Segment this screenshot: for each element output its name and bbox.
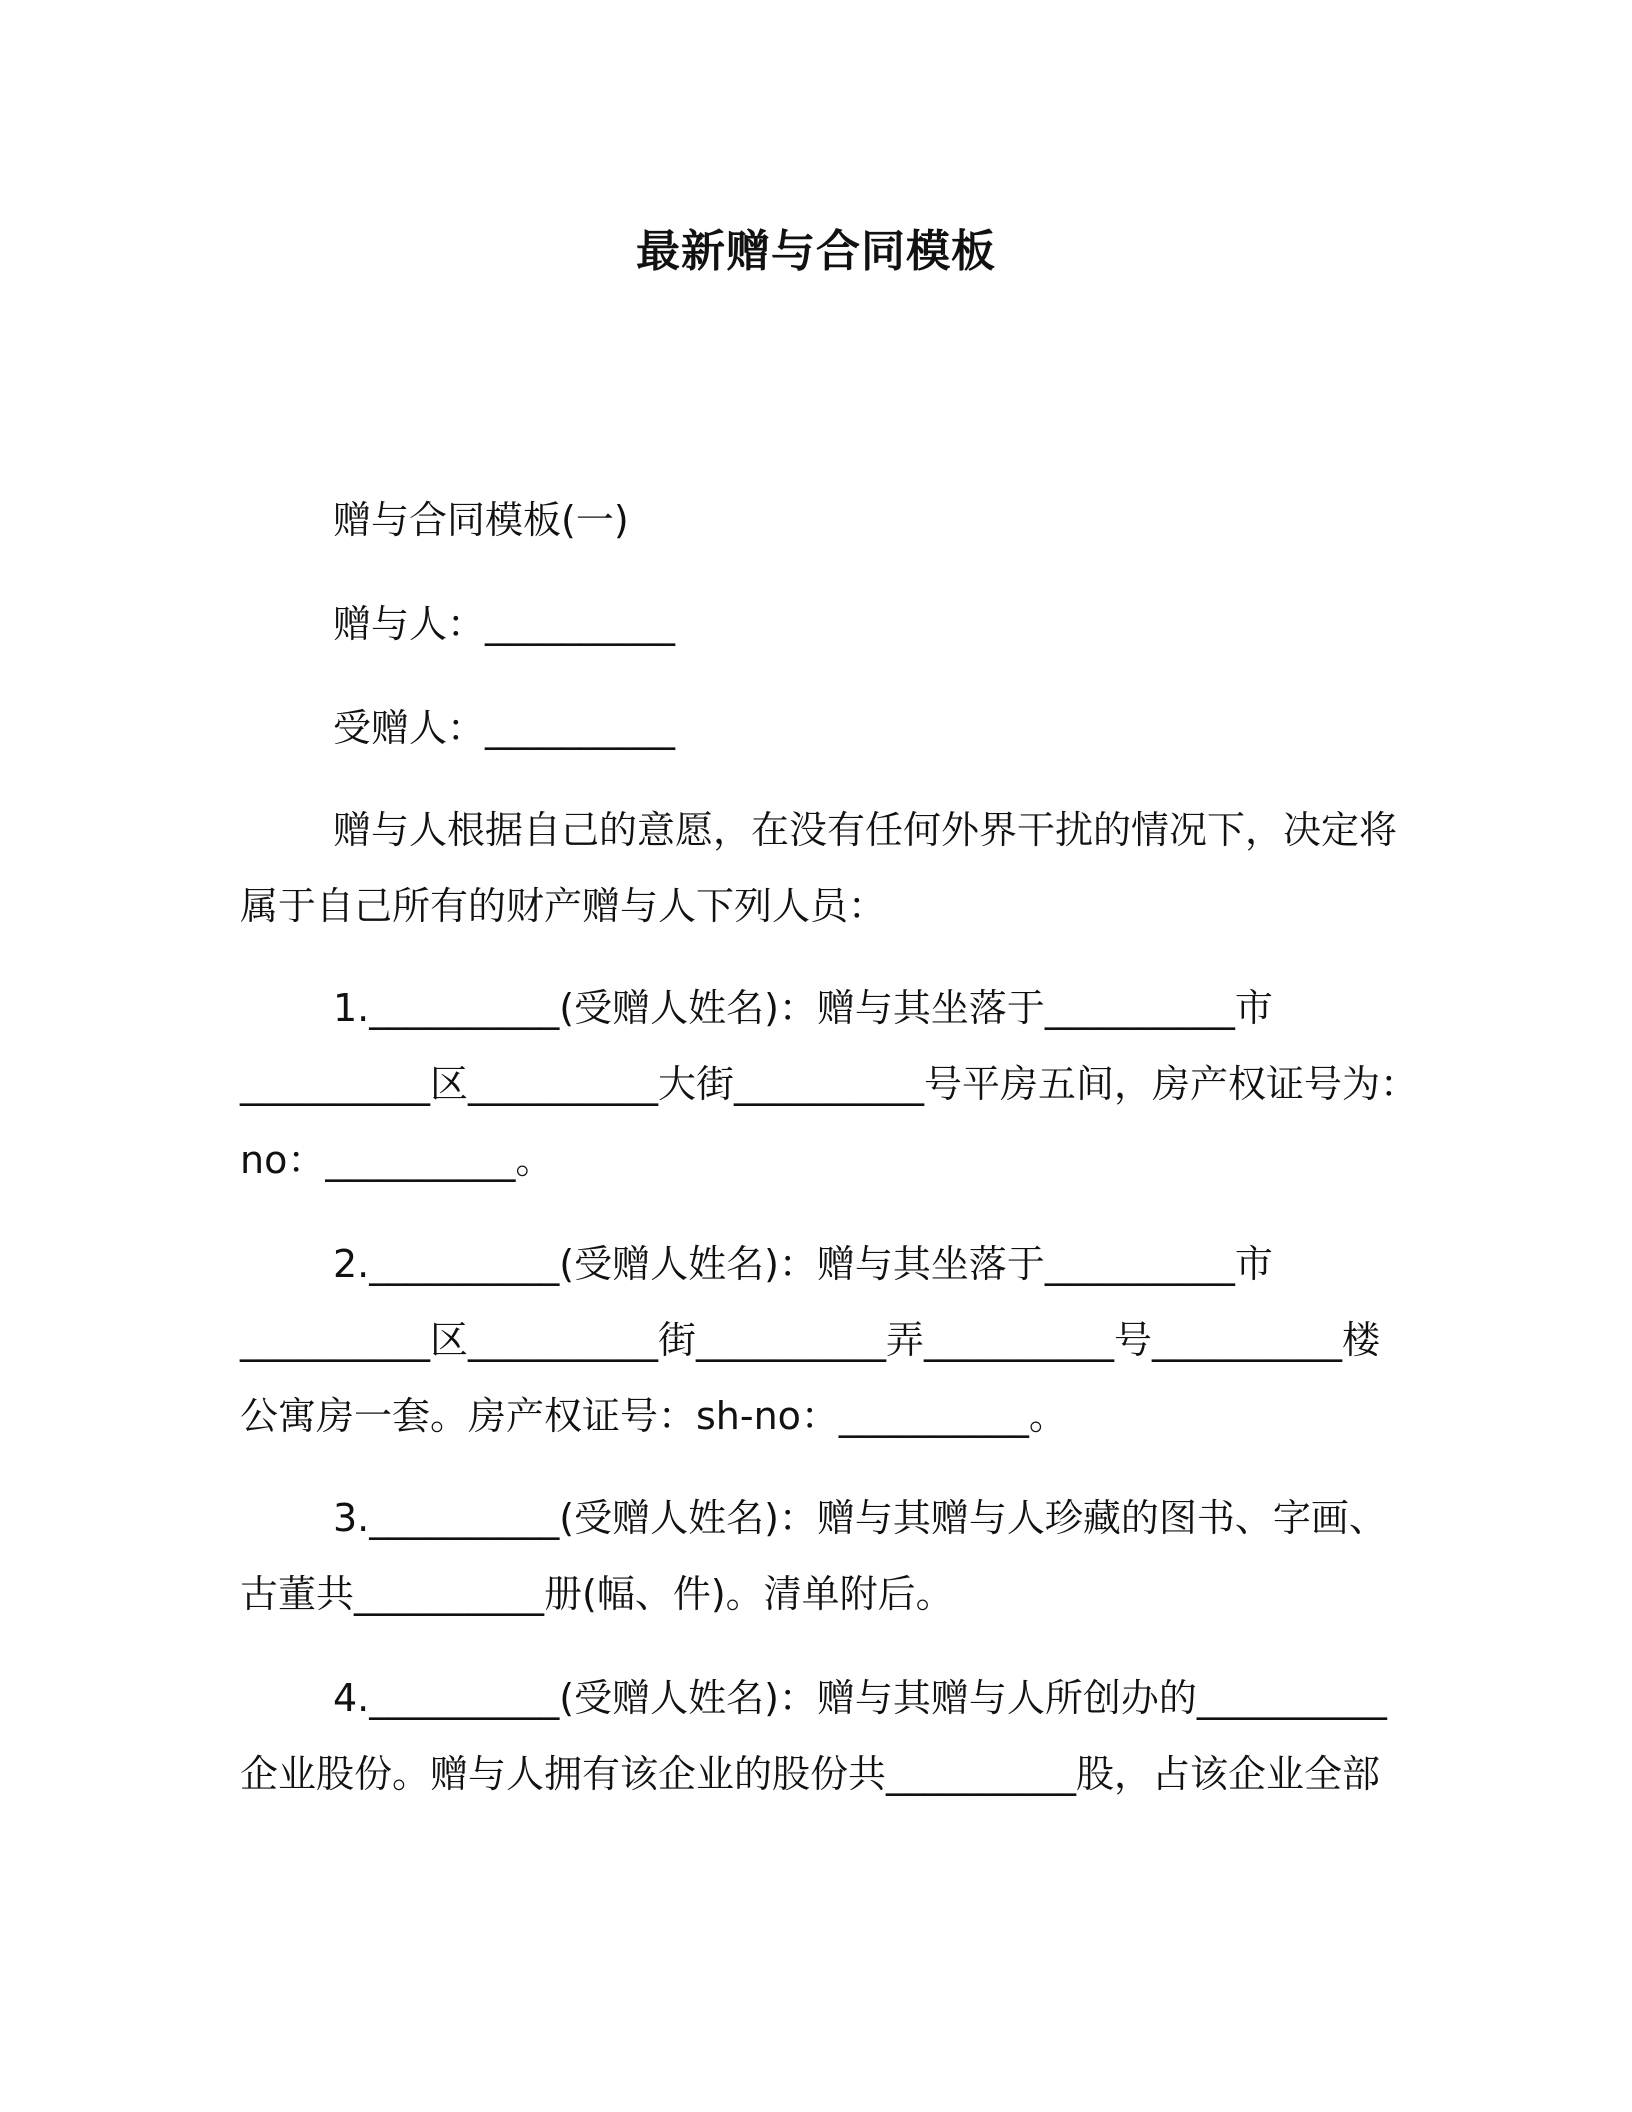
clause-4-line: 企业股份。赠与人拥有该企业的股份共__________股，占该企业全部 (240, 1752, 1381, 1796)
clause-2-line: 2.__________(受赠人姓名)：赠与其坐落于__________市 (333, 1242, 1273, 1286)
intro-paragraph-line: 赠与人根据自己的意愿，在没有任何外界干扰的情况下，决定将 (333, 808, 1398, 852)
clause-3-line: 古董共__________册(幅、件)。清单附后。 (240, 1572, 954, 1616)
clause-1-line: no：__________。 (240, 1138, 554, 1182)
clause-2-line: __________区__________街__________弄__________号__________楼 (240, 1318, 1381, 1362)
donor-field: 赠与人：__________ (333, 602, 676, 646)
document-title: 最新赠与合同模板 (636, 226, 996, 277)
clause-2-line: 公寓房一套。房产权证号：sh-no：__________。 (240, 1394, 1067, 1438)
intro-paragraph-line: 属于自己所有的财产赠与人下列人员： (240, 884, 887, 928)
clause-1-line: __________区__________大街__________号平房五间，房产权证号为： (240, 1062, 1419, 1106)
section-heading: 赠与合同模板(一) (333, 498, 629, 542)
donee-field: 受赠人：__________ (333, 706, 676, 750)
clause-3-line: 3.__________(受赠人姓名)：赠与其赠与人珍藏的图书、字画、 (333, 1496, 1387, 1540)
clause-1-line: 1.__________(受赠人姓名)：赠与其坐落于__________市 (333, 986, 1273, 1030)
clause-4-line: 4.__________(受赠人姓名)：赠与其赠与人所创办的__________ (333, 1676, 1387, 1720)
